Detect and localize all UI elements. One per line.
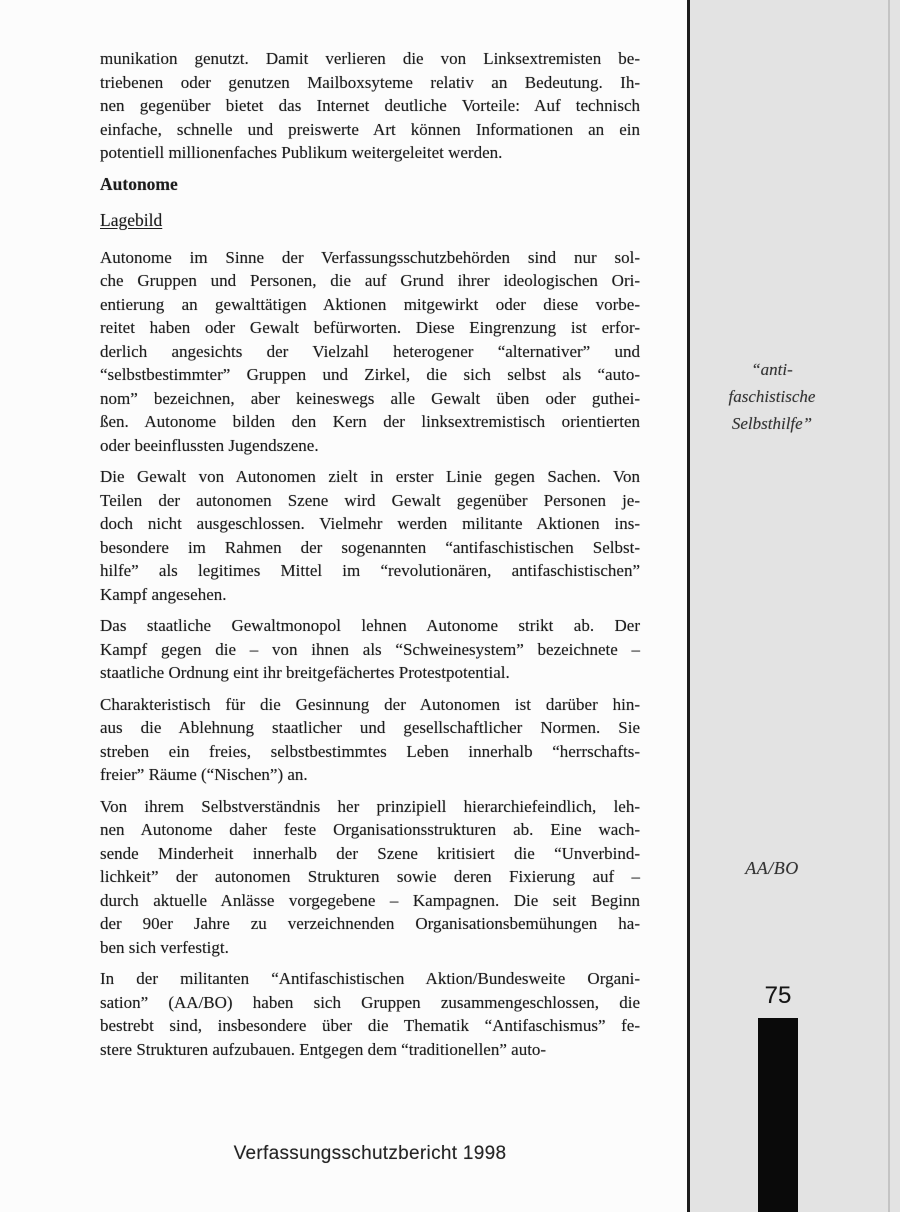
text-line: nen Autonome daher feste Organisationsstrukturen ab. Eine wach- <box>100 820 640 839</box>
text-line: bestrebt sind, insbesondere über die Thematik “Antifaschismus” fe- <box>100 1016 640 1035</box>
text-line: einfache, schnelle und preiswerte Art können Informationen an ein <box>100 119 640 139</box>
text-line: Die Gewalt von Autonomen zielt in erster Linie gegen Sachen. Von <box>100 467 640 486</box>
paragraph <box>100 693 640 787</box>
paragraph <box>100 465 640 606</box>
text-line: entierung an gewalttätigen Aktionen mitgewirkt oder diese vorbe- <box>100 294 640 314</box>
text-line: munikation genutzt. Damit verlieren die von Linksextremisten be- <box>100 49 640 68</box>
text-line: besondere im Rahmen der sogenannten “antifaschistischen Selbst- <box>100 537 640 557</box>
text-line: Autonome <box>100 173 178 194</box>
text-line: oder beeinflussten Jugendszene. <box>100 435 319 455</box>
text-line: sation” (AA/BO) haben sich Gruppen zusammengeschlossen, die <box>100 992 640 1012</box>
text-line: sende Minderheit innerhalb der Szene kritisiert die “Unverbind- <box>100 843 640 863</box>
text-line: derlich angesichts der Vielzahl heterogener “alternativer” und <box>100 341 640 361</box>
text-line: stere Strukturen aufzubauen. Entgegen dem “traditionellen” auto- <box>100 1039 547 1059</box>
margin-note-line: Selbsthilfe” <box>731 414 813 433</box>
page-number: 75 <box>764 982 792 1009</box>
text-line: staatliche Ordnung eint ihr breitgefächertes Protestpotential. <box>100 663 510 682</box>
margin-note-aabo: AA/BO <box>745 858 799 878</box>
page-footer: Verfassungsschutzbericht 1998 <box>233 1143 507 1164</box>
paragraph <box>100 246 640 458</box>
body-text <box>100 47 640 1069</box>
margin-column <box>690 0 900 1212</box>
text-line: nen gegenüber bietet das Internet deutliche Vorteile: Auf technisch <box>100 96 640 115</box>
text-line: Charakteristisch für die Gesinnung der Autonomen ist darüber hin- <box>100 694 640 714</box>
text-line: reitet haben oder Gewalt befürworten. Diese Eingrenzung ist erfor- <box>100 318 640 337</box>
text-line: Autonome im Sinne der Verfassungsschutzbehörden sind nur sol- <box>100 247 640 267</box>
margin-note-selbsthilfe <box>690 356 854 437</box>
text-line: Kampf angesehen. <box>100 584 227 604</box>
paragraph <box>100 967 640 1061</box>
paragraph <box>100 795 640 960</box>
text-line: Kampf gegen die – von ihnen als “Schweinesystem” bezeichnete – <box>100 639 640 659</box>
text-line: durch aktuelle Anlässe vorgegebene – Kampagnen. Die seit Beginn <box>100 890 640 910</box>
text-line: “selbstbestimmter” Gruppen und Zirkel, die sich selbst als “auto- <box>100 365 640 384</box>
margin-note-line: “anti- <box>751 360 793 379</box>
text-line: nom” bezeichnen, aber keineswegs alle Gewalt üben oder guthei- <box>100 388 640 408</box>
text-line: ben sich verfestigt. <box>100 937 229 957</box>
thumb-index-bar <box>758 1018 798 1212</box>
text-line: aus die Ablehnung staatlicher und gesellschaftlicher Normen. Sie <box>100 718 640 737</box>
text-line: doch nicht ausgeschlossen. Vielmehr werden militante Aktionen ins- <box>100 514 640 533</box>
text-line: lichkeit” der autonomen Strukturen sowie deren Fixierung auf – <box>100 867 640 886</box>
paragraph <box>100 47 640 165</box>
text-line: Lagebild <box>100 210 163 230</box>
subheading-lagebild <box>100 209 640 233</box>
text-line: Von ihrem Selbstverständnis her prinzipiell hierarchiefeindlich, leh- <box>100 796 640 816</box>
paragraph <box>100 614 640 685</box>
text-line: ßen. Autonome bilden den Kern der linksextremistisch orientierten <box>100 412 640 431</box>
heading-autonome <box>100 173 640 197</box>
margin-note-line: faschistische <box>728 387 816 406</box>
text-line: hilfe” als legitimes Mittel im “revolutionären, antifaschistischen” <box>100 561 640 580</box>
text-line: triebenen oder genutzen Mailboxsyteme relativ an Bedeutung. Ih- <box>100 72 640 92</box>
text-line: freier” Räume (“Nischen”) an. <box>100 765 308 784</box>
text-line: In der militanten “Antifaschistischen Aktion/Bundesweite Organi- <box>100 969 640 988</box>
scan-edge-line <box>888 0 890 1212</box>
text-line: che Gruppen und Personen, die auf Grund ihrer ideologischen Ori- <box>100 271 640 290</box>
text-line: streben ein freies, selbstbestimmtes Leben innerhalb “herrschafts- <box>100 741 640 761</box>
text-line: Teilen der autonomen Szene wird Gewalt gegenüber Personen je- <box>100 490 640 510</box>
text-line: Das staatliche Gewaltmonopol lehnen Autonome strikt ab. Der <box>100 616 640 635</box>
text-line: der 90er Jahre zu verzeichnenden Organisationsbemühungen ha- <box>100 914 640 933</box>
text-line: potentiell millionenfaches Publikum weitergeleitet werden. <box>100 143 503 162</box>
